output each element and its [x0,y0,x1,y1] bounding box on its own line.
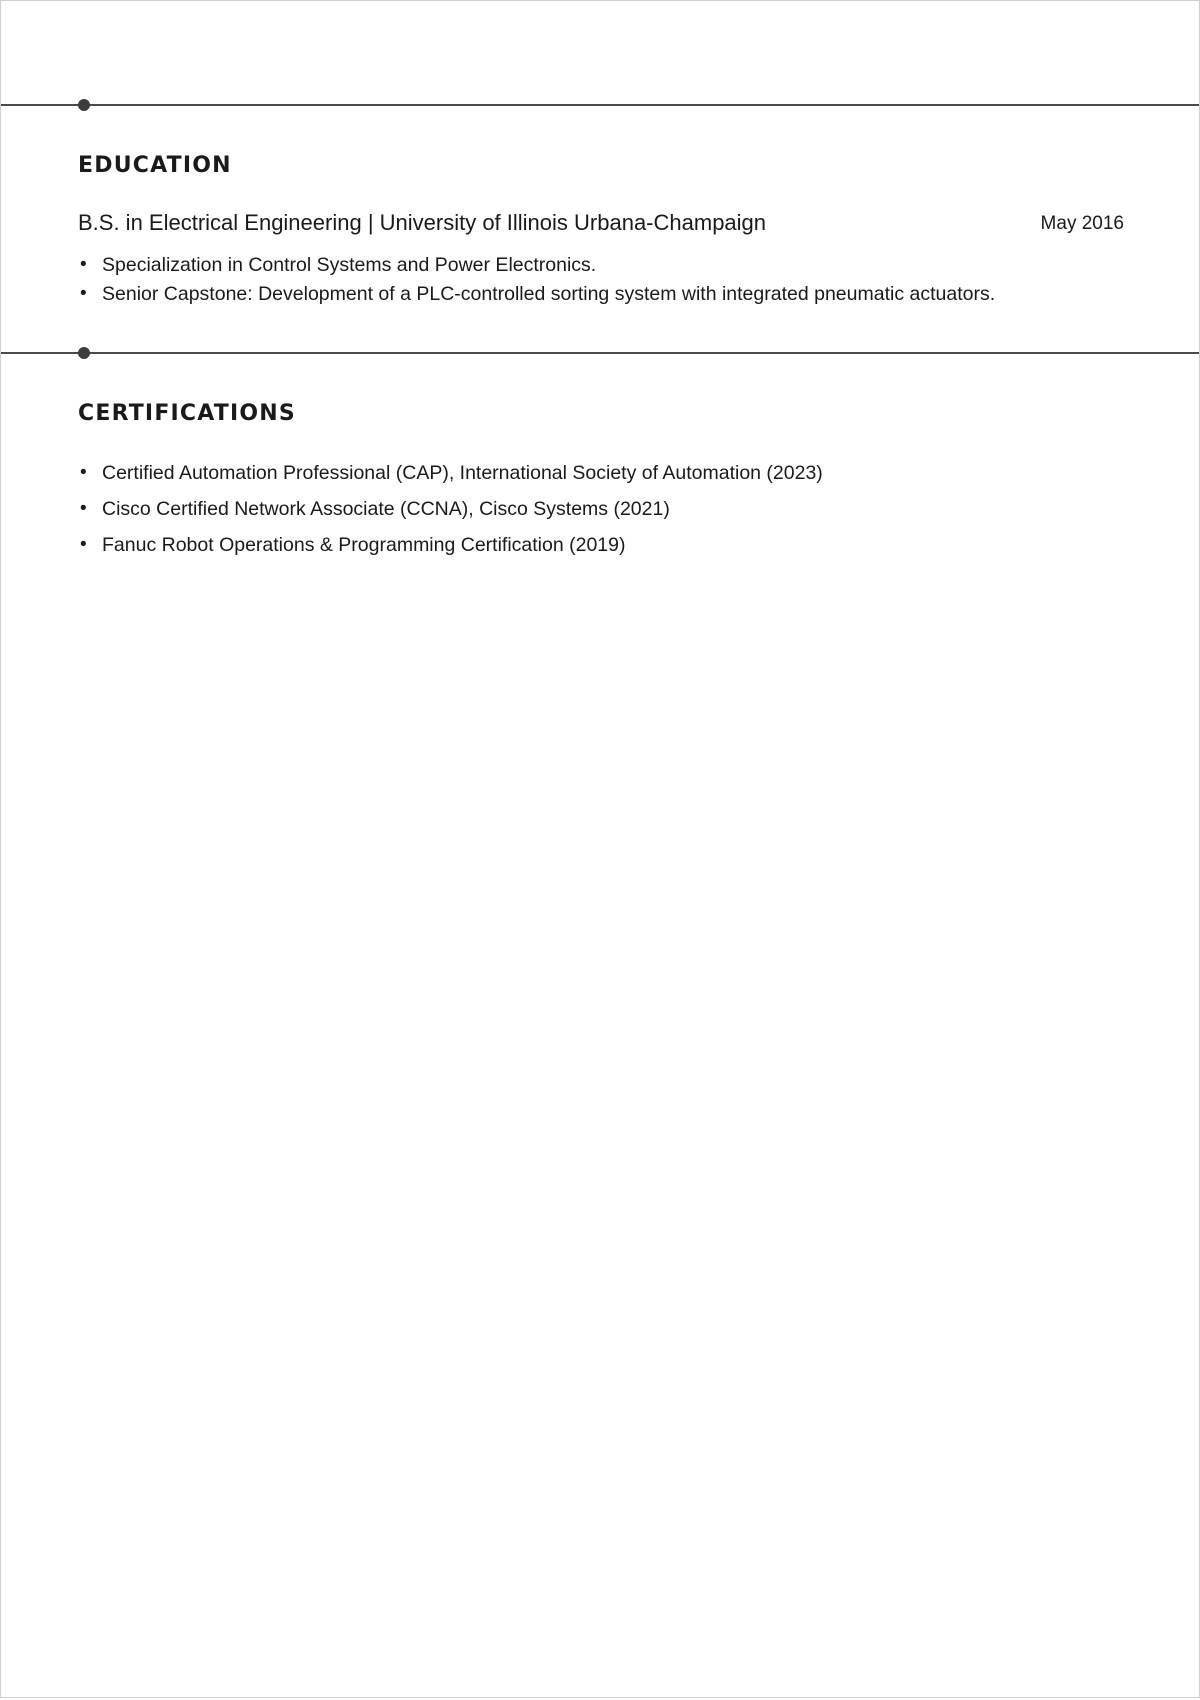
list-item [78,282,1138,311]
certifications-heading: CERTIFICATIONS [78,401,296,426]
education-entry [78,210,1124,240]
certification-text: Cisco Certified Network Associate (CCNA), Cisco Systems (2021) [102,498,670,520]
divider-dot [78,99,90,111]
section-divider-education [1,104,1199,106]
education-bullet-text: Specialization in Control Systems and Power Electronics. [102,254,597,276]
education-bullets [78,253,1138,311]
education-heading: EDUCATION [78,153,232,178]
bullet-glyph: • [80,462,87,483]
bullet-glyph: • [80,283,87,304]
list-item [78,533,1138,569]
section-divider-certifications [1,352,1199,354]
list-item [78,253,1138,282]
certifications-list [78,461,1138,569]
bullet-glyph: • [80,254,87,275]
list-item [78,461,1138,497]
certification-text: Certified Automation Professional (CAP), International Society of Automation (2023) [102,462,823,484]
certification-text: Fanuc Robot Operations & Programming Certification (2019) [102,534,626,556]
bullet-glyph: • [80,498,87,519]
bullet-glyph: • [80,534,87,555]
list-item [78,497,1138,533]
graduation-date: May 2016 [1040,213,1124,234]
divider-dot [78,347,90,359]
education-bullet-text: Senior Capstone: Development of a PLC-controlled sorting system with integrated pneumatic actuators. [102,283,996,305]
degree-text: B.S. in Electrical Engineering | University of Illinois Urbana-Champaign [78,210,767,235]
